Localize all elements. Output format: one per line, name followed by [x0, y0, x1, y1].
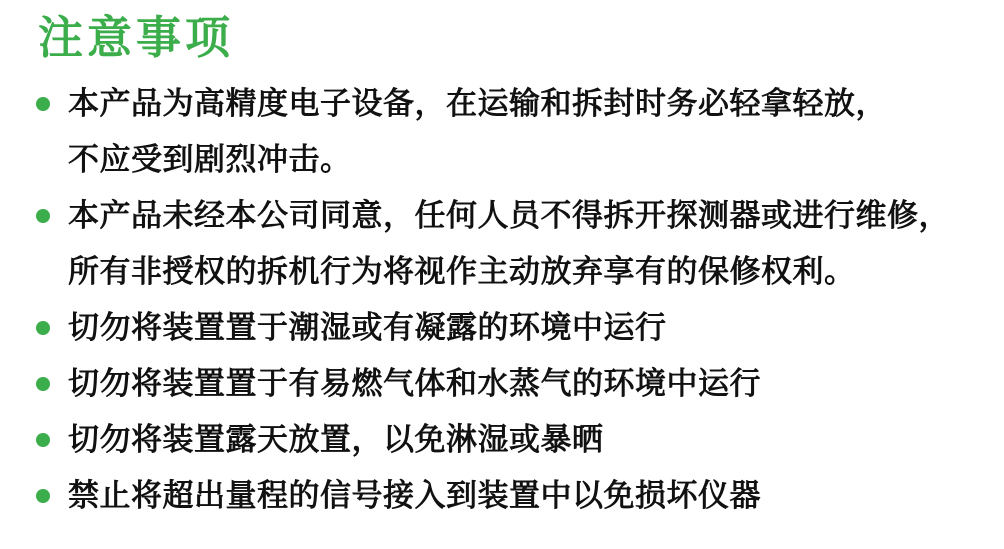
- list-item: [36, 412, 994, 468]
- page-title: 注意事项: [38, 12, 235, 63]
- list-item: [36, 76, 994, 188]
- item-text: [68, 468, 994, 524]
- bullet-dot-icon: [36, 97, 50, 111]
- item-line: 切勿将装置置于潮湿或有凝露的环境中运行: [68, 310, 667, 345]
- item-text: [68, 356, 994, 412]
- item-text: [68, 412, 994, 468]
- list-item: [36, 300, 994, 356]
- item-line: 本产品未经本公司同意，任何人员不得拆开探测器或进行维修，: [68, 198, 950, 233]
- list-item: [36, 188, 994, 300]
- item-line: 所有非授权的拆机行为将视作主动放弃享有的保修权利。: [68, 254, 856, 289]
- bullet-dot-icon: [36, 489, 50, 503]
- item-text: [68, 76, 994, 188]
- list-item: [36, 468, 994, 524]
- bullet-dot-icon: [36, 433, 50, 447]
- bullet-dot-icon: [36, 209, 50, 223]
- item-line: 本产品为高精度电子设备，在运输和拆封时务必轻拿轻放，: [68, 86, 887, 121]
- precautions-page: [0, 10, 1004, 549]
- notice-list: [0, 76, 1004, 524]
- bullet-dot-icon: [36, 321, 50, 335]
- list-item: [36, 356, 994, 412]
- item-line: 不应受到剧烈冲击。: [68, 142, 352, 177]
- bullet-dot-icon: [36, 377, 50, 391]
- item-line: 禁止将超出量程的信号接入到装置中以免损坏仪器: [68, 478, 761, 513]
- item-line: 切勿将装置置于有易燃气体和水蒸气的环境中运行: [68, 366, 761, 401]
- item-text: [68, 300, 994, 356]
- item-text: [68, 188, 994, 300]
- item-line: 切勿将装置露天放置，以免淋湿或暴晒: [68, 422, 604, 457]
